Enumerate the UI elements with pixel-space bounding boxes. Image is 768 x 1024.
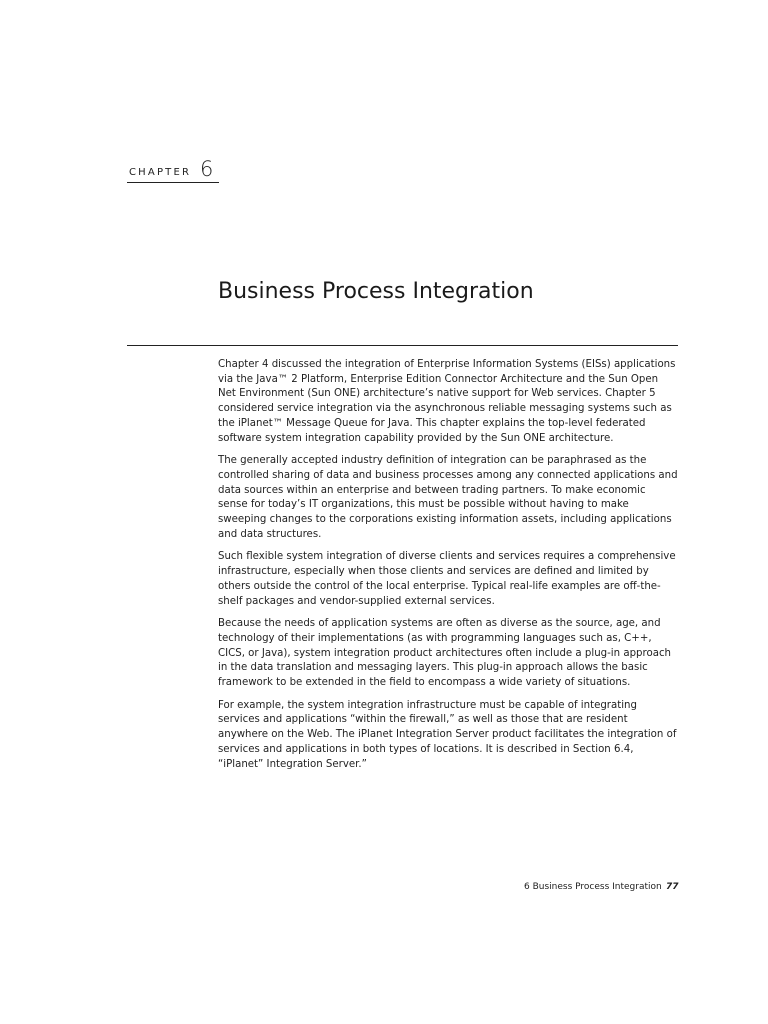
page-number: 77 bbox=[666, 882, 679, 892]
chapter-number: 6 bbox=[200, 157, 214, 181]
paragraph: Chapter 4 discussed the integration of Enterprise Information Systems (EISs) applications via the Java™ 2 Platform, Enterprise Edition Connector Architecture and the Sun Open Net Environment (Sun ONE) architecture’s native support for Web services. Chapter 5 considered service integration via the asynchronous reliable messaging systems such as the iPlanet™ Message Queue for Java. This chapter explains the top-level federated software system integration capability provided by the Sun ONE architecture. bbox=[218, 359, 676, 444]
paragraph: Because the needs of application systems are often as diverse as the source, age, and technology of their implementations (as with programming languages such as, C++, CICS, or Java), system integration product architectures often include a plug-in approach in the data translation and messaging layers. This plug-in approach allows the basic framework to be extended in the field to encompass a wide variety of situations. bbox=[218, 618, 672, 689]
chapter-title: Business Process Integration bbox=[218, 279, 534, 304]
paragraph: Such flexible system integration of diverse clients and services requires a comprehensive infrastructure, especially when those clients and services are defined and limited by others outside the control of the local enterprise. Typical real-life examples are off-the-shelf packages and vendor-supplied external services. bbox=[218, 551, 676, 607]
title-divider bbox=[127, 345, 678, 346]
running-footer-title: 6 Business Process Integration bbox=[524, 882, 662, 892]
paragraph: The generally accepted industry definition of integration can be paraphrased as the controlled sharing of data and business processes among any connected applications and data sources within an enterprise and between trading partners. To make economic sense for today’s IT organizations, this must be possible without having to make sweeping changes to the corporations existing information assets, including applications and data structures. bbox=[218, 455, 678, 540]
chapter-label: CHAPTER bbox=[129, 167, 192, 178]
paragraph: For example, the system integration infrastructure must be capable of integrating services and applications “within the firewall,” as well as those that are resident anywhere on the Web. The iPlanet Integration Server product facilitates the integration of services and applications in both types of locations. It is described in Section 6.4, “iPlanet” Integration Server.” bbox=[218, 699, 677, 770]
chapter-divider bbox=[127, 182, 219, 183]
body-text bbox=[218, 358, 678, 780]
